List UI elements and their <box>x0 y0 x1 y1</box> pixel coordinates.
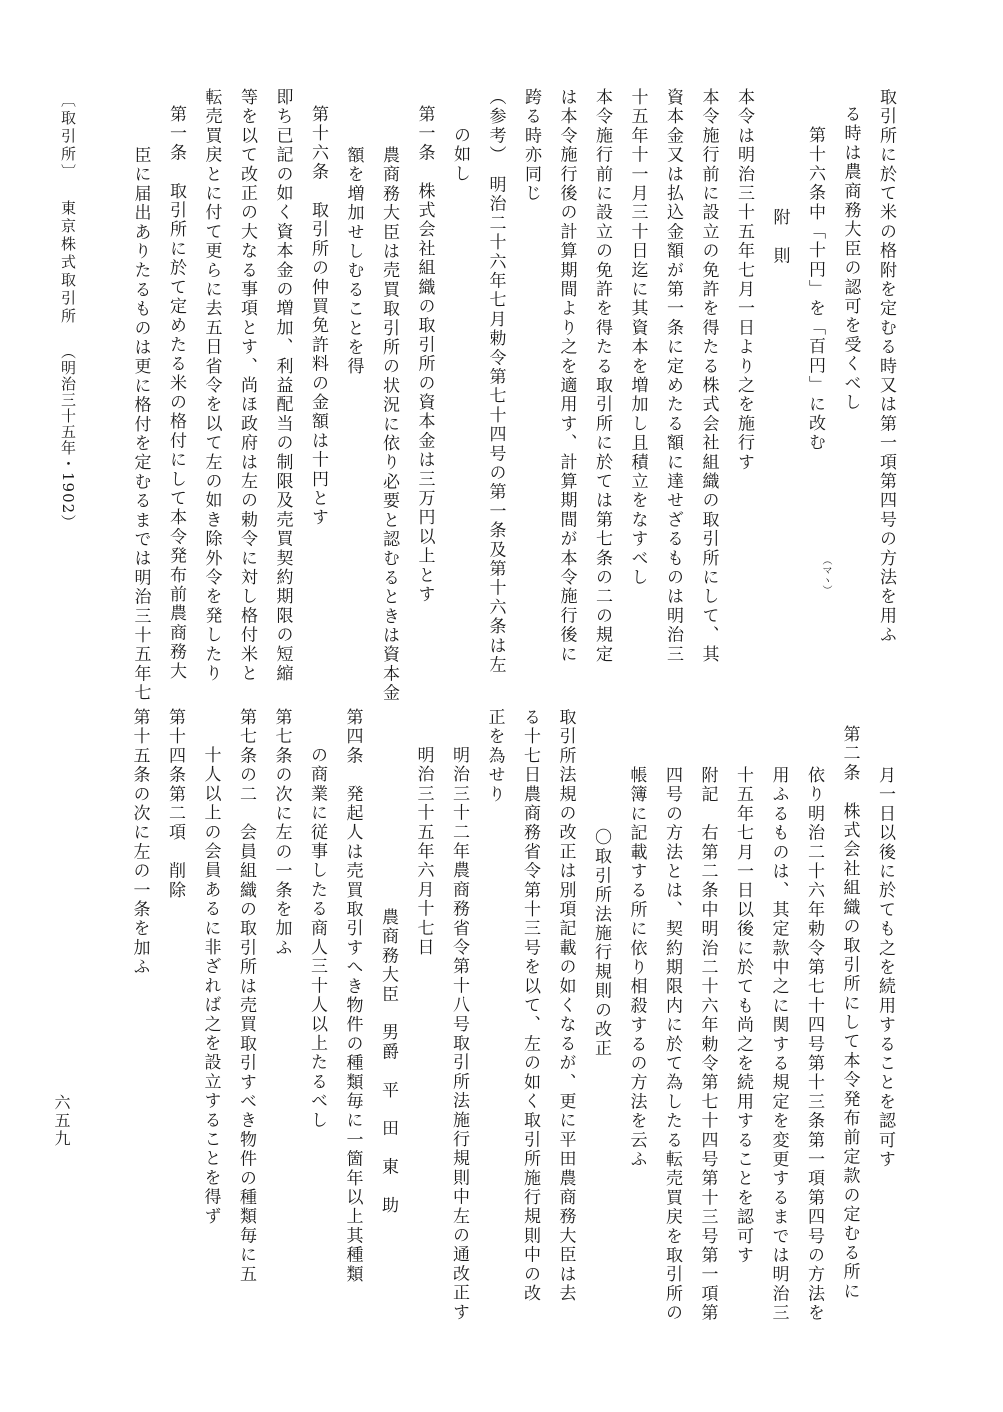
text-column: 四号の方法とは、契約期限内に於て為したる転売買戻を取引所の <box>662 766 682 1323</box>
text-column: 第四条 発起人は売買取引すへき物件の種類毎に一箇年以上其種類 <box>342 708 363 1284</box>
text-column: 第一条 取引所に於て定めたる米の格付にして本令発布前農商務大 <box>166 105 186 681</box>
text-column: 第二条 株式会社組織の取引所にして本令発布前定款の定むる所に <box>839 725 860 1301</box>
text-column: 第十六条 取引所の仲買免許料の金額は十円とす <box>308 105 328 528</box>
text-column: 本令施行前に設立の免許を得たる取引所に於ては第七条の二の規定 <box>592 88 612 664</box>
text-column: は本令施行後の計算期間より之を適用す、計算期間が本令施行後に <box>556 88 577 664</box>
text-column: 第一条 株式会社組織の取引所の資本金は三万円以上とす <box>414 105 435 605</box>
text-column: の商業に従事したる商人三十人以上たるべし <box>307 746 327 1130</box>
text-column: 第十五条の次に左の一条を加ふ <box>129 708 150 977</box>
signature-line: 農商務大臣 男爵 平 田 東 助 <box>378 908 398 1216</box>
text-column: 第七条の次に左の一条を加ふ <box>271 708 292 958</box>
text-column: 転売買戻とに付て更らに去五日省令を以て左の如き除外令を発したり <box>201 88 222 684</box>
text-column: 資本金又は払込金額が第一条に定めたる額に達せざるものは明治三 <box>663 88 683 664</box>
text-column: 正を為せり <box>484 708 505 804</box>
text-column: る十七日農商務省令第十三号を以て、左の如く取引所施行規則中の改 <box>520 708 540 1304</box>
text-column: 跨る時亦同じ <box>521 88 541 204</box>
text-column: 第十六条中「十円」を「百円」に改む <box>805 126 825 453</box>
text-column: 取引所法規の改正は別項記載の如くなるが、更に平田農商務大臣は去 <box>555 708 576 1304</box>
text-column: 十五年十一月三十日迄に其資本を増加し且積立をなすべし <box>627 88 648 588</box>
text-column: 第十四条第二項 削除 <box>165 708 185 900</box>
reference-heading: （参考） 明治二十六年七月勅令第七十四号の第一条及第十六条は左 <box>485 88 506 675</box>
text-column: 等を以て改正の大なる事項とす、尚ほ政府は左の勅令に対し格付米と <box>237 88 257 684</box>
text-column: 本令は明治三十五年七月一日より之を施行す <box>734 88 754 472</box>
text-column: 十五年七月一日以後に於ても尚之を続用することを認可す <box>733 766 753 1266</box>
text-column: 用ふるものは、其定款中之に関する規定を変更するまでは明治三 <box>768 766 789 1323</box>
text-column: 額を増加せしむることを得 <box>343 146 364 377</box>
text-column: 十人以上の会員あるに非ざれば之を設立することを得ず <box>200 746 221 1226</box>
text-column: 即ち已記の如く資本金の増加、利益配当の制限及売買契約期限の短縮 <box>272 88 293 684</box>
running-head-title: 東京株式取引所 <box>59 200 77 326</box>
upper-text-block <box>122 88 903 703</box>
text-column: 帳簿に記載する所に依り相殺するの方法を云ふ <box>626 766 647 1170</box>
lower-text-block <box>121 708 902 1323</box>
text-column: 月一日以後に於ても之を続用することを認可す <box>875 766 895 1170</box>
text-column: 第七条の二 会員組織の取引所は売買取引すべき物件の種類毎に五 <box>236 708 256 1284</box>
section-heading: 〇取引所法施行規則の改正 <box>591 828 611 1059</box>
text-column: の如し <box>450 126 470 184</box>
text-column: 附記 右第二条中明治二十六年勅令第七十四号第十三号第一項第 <box>697 766 718 1323</box>
date-line: 明治三十五年六月十七日 <box>413 746 434 958</box>
text-column: 明治三十二年農商務省令第十八号取引所法施行規則中左の通改正す <box>449 746 469 1322</box>
text-column: 臣に届出ありたるものは更に格付を定むるまでは明治三十五年七 <box>130 146 151 703</box>
text-column: 農商務大臣は売買取引所の状況に依り必要と認むるときは資本金 <box>379 146 399 703</box>
text-column: 取引所に於て米の格附を定むる時又は第一項第四号の方法を用ふ <box>876 88 896 645</box>
running-head-era: （明治三十五年・1902） <box>59 344 77 531</box>
text-column: 依り明治二十六年勅令第七十四号第十三条第一項第四号の方法を <box>804 766 824 1323</box>
text-column: 本令施行前に設立の免許を得たる株式会社組織の取引所にして、其 <box>698 88 719 664</box>
text-column: る時は農商務大臣の認可を受くべし <box>840 105 861 413</box>
section-heading: 附 則 <box>769 208 790 266</box>
running-head <box>58 92 79 530</box>
ruby-annotation: （マヽ） <box>820 555 831 595</box>
running-head-category: 〔取引所〕 <box>59 92 77 182</box>
page-number: 六五九 <box>52 1094 71 1148</box>
